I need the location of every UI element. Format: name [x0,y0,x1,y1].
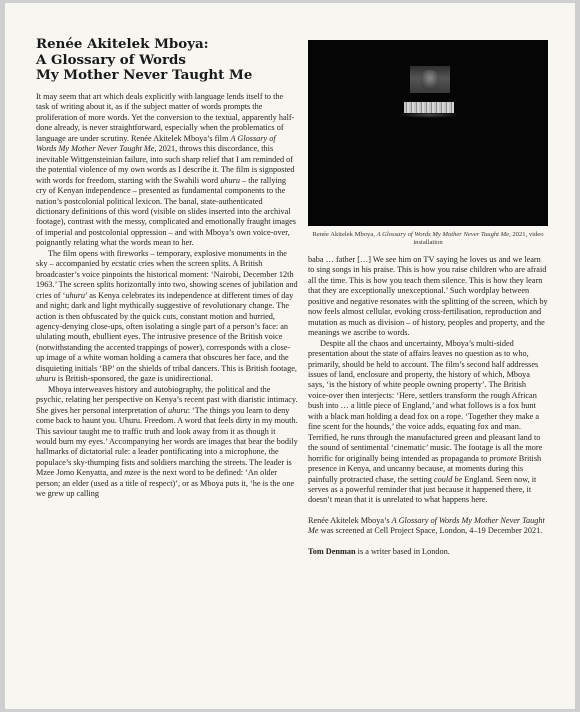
title-line-3: My Mother Never Taught Me [36,67,253,83]
paragraph: It may seem that art which deals explicitly with language lends itself to the task of writing about it, as if the subject matter of words prompts the proliferation of more words. Yet the conversion to the textual, apparently half-done already, is never straightforward, especially when the problematics of language are under scrutiny. Renée Akitelek Mboya’s film A Glossary of Words My Mother Never Taught Me, 2021, throws this discordance, this inevitable Wittgensteinian failure, into such sharp relief that I am reminded of the potential violence of my own words as I describe it. The film is signposted with words for freedom, starting with the Swahili word uhuru – the rallying cry of Kenyan independence – presented as fundamental components to the nation’s postcolonial political lexicon. The banal, state-authenticated dictionary definitions of this word (visible on slides inserted into the archival footage), contrast with the messy, complicated and emotionally fraught images of imperial and postcolonial oppression – and with Mboya’s own voice-over, poignantly relating what the words mean to her. [36,92,296,248]
paragraph: Despite all the chaos and uncertainty, Mboya’s multi-sided presentation about the state of affairs leaves no question as to who, primarily, should be held to account. The film’s second half addresses issues of land, enclosure and property, the history of which, Mboya says, ‘is the history of white people owning property’. The British voice-over then interjects: ‘Here, settlers transform the rough African bush into … a little piece of England,’ and what follows is a fox hunt with a black man holding a dead fox on a rope. ‘Together they make a fine scent for the hounds,’ the voice adds, equating fox and man. Terrified, he runs through the manufactured green and pleasant land to the sound of sentimental ‘cinematic’ music. The footage is all the more horrific for originally being intended as propaganda to promote British presence in Kenya, and uncanny because, at moments during this painfully protracted chase, the setting could be England. Seen now, it serves as a powerful reminder that just because it happened there, it doesn’t mean that it is unrelated to what happens here. [308,338,543,505]
paragraph: The film opens with fireworks – temporary, explosive monuments in the sky – accompanied by ecstatic cries when the screen splits. A British broadcaster’s voice pinpoints the historical moment: ‘Nairobi, December 12th 1963.’ The screen splits horizontally into two, showing scenes of jubilation and cries of ‘uhuru’ as Kenya celebrates its independence at different times of day and night; dark and light mythically suggestive of revolutionary change. The action is then obfuscated by the quick cuts, constant motion and hurried, agency-denying close-ups, often isolating a single part of a person’s face: an ululating mouth, ebullient eyes. The intrusive presence of the British voice (notwithstanding the accented trappings of power), corresponds with a close-up image of a white woman holding a camera that obscures her face, and the disquieting initials ‘BP’ on the shields of tribal dancers. This is British footage, uhuru is British-sponsored, the gaze is unidirectional. [36,248,298,384]
image-caption: Renée Akitelek Mboya, A Glossary of Words My Mother Never Taught Me, 2021, video installation [312,231,544,246]
left-column [36,92,298,500]
right-column [308,255,548,557]
paragraph: baba … father […] We see him on TV saying he loves us and we learn to sing songs in his praise. This is how you raise children who are afraid all the time. This is how you teach them silence. This is how they learn that they are exceptionally unexceptional.’ Such wordplay between positive and negative resonates with the splitting of the screen, which by now feels almost cellular, evoking cross-fertilisation, reproduction and mutation as much as division – of history, peoples and property, and the meanings we ascribe to words. [308,255,548,338]
title-line-2: A Glossary of Words [36,51,186,68]
title-line-1: Renée Akitelek Mboya: [36,36,209,52]
author-bio: Tom Denman is a writer based in London. [308,546,450,556]
portrait-face [421,70,439,90]
video-still-image [308,40,548,226]
screening-info: Renée Akitelek Mboya’s A Glossary of Words My Mother Never Taught Me was screened at Cell Project Space, London, 4–19 December 2021. [308,515,545,536]
magazine-page [5,3,575,709]
paragraph: Mboya interweaves history and autobiography, the political and the psychic, relating her perspective on Kenya’s recent past with diaristic intimacy. She gives her personal interpretation of uhuru: ‘The things you learn to deny come back to haunt you. Uhuru. Freedom. A word that feels dirty in my mouth. This saviour taught me to traffic truth and look away from it as though it would burn my eyes.’ Accompanying her words are images that bear the bodily hallmarks of dictatorial rule: a leader pontificating into a microphone, the populace’s sky-thumping fists and soldiers marching the streets. The leader is Mzee Jomo Kenyatta, and mzee is the next word to be defined: ‘An older person; an elder (used as a title of respect)’, or as Mboya puts it, ‘he is the one we grew up calling [36,384,298,499]
screen-glow [398,112,460,118]
article-title [36,37,296,84]
author-name: Tom Denman [308,546,356,556]
